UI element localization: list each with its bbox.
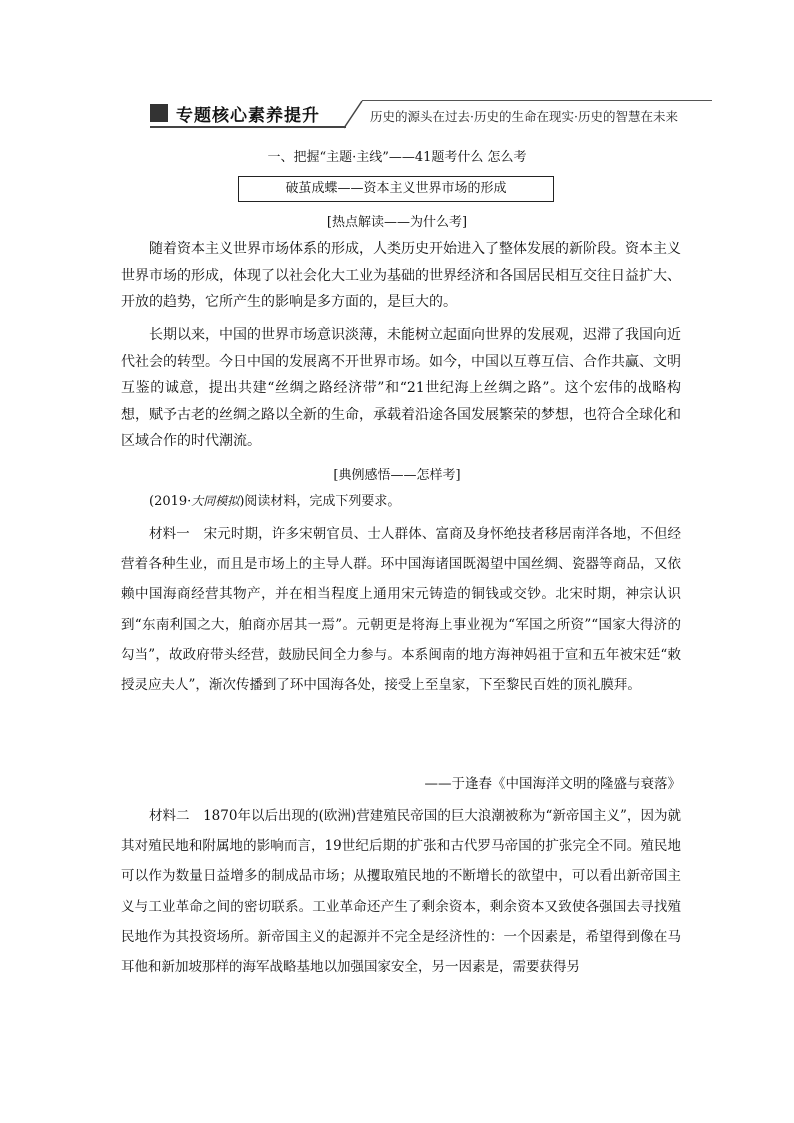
example-heading: [典例感悟——怎样考] <box>333 468 461 483</box>
intro-handwritten-place: 大同模拟 <box>191 494 240 508</box>
material-2-text: 材料二 1870年以后出现的(欧洲)营建殖民帝国的巨大浪潮被称为“新帝国主义”，因为就其对殖民地和附属地的影响而言，19世纪后期的扩张和古代罗马帝国的扩张完全不同。殖民地可以作为数量日益增多的制成品市场；从攫取殖民地的不断增长的欲望中，可以看出新帝国主义与工业革命之间的密切联系。工业革命还产生了剩余资本，剩余资本又致使各强国去寻找殖民地作为其投资场所。新帝国主义的起源并不完全是经济性的：一个因素是，希望得到像在马耳他和新加坡那样的海军战略基地以加强国家安全，另一因素是，需要获得另 <box>121 808 681 976</box>
banner-motto: 历史的源头在过去·历史的生命在现实·历史的智慧在未来 <box>370 109 678 124</box>
section-heading: 一、把握“主题·主线”——41题考什么 怎么考 <box>267 150 527 165</box>
paragraph-2: 长期以来，中国的世界市场意识淡薄，未能树立起面向世界的发展观，迟滞了我国向近代社会的转型。今日中国的发展离不开世界市场。如今，中国以互尊互信、合作共赢、文明互鉴的诚意，提出共建“丝绸之路经济带”和“21世纪海上丝绸之路”。这个宏伟的战略构想，赋予古老的丝绸之路以全新的生命，承载着沿途各国发展繁荣的梦想，也符合全球化和区域合作的时代潮流。 <box>121 327 681 449</box>
intro-instruction: )阅读材料，完成下列要求。 <box>239 494 401 509</box>
hotspot-heading: [热点解读——为什么考] <box>326 215 468 230</box>
paragraph-1: 随着资本主义世界市场体系的形成，人类历史开始进入了整体发展的新阶段。资本主义世界市场的形成，体现了以社会化大工业为基础的世界经济和各国居民相互交往日益扩大、开放的趋势，它所产生的影响是多方面的，是巨大的。 <box>121 241 681 310</box>
material-1-text: 材料一 宋元时期，许多宋朝官员、士人群体、富商及身怀绝技者移居南洋各地，不但经营着各种生业，而且是市场上的主导人群。环中国海诸国既渴望中国丝绸、瓷器等商品，又依赖中国海商经营其物产，并在相当程度上通用宋元铸造的铜钱或交钞。北宋时期，神宗认识到“东南利国之大，舶商亦居其一焉”。元朝更是将海上事业视为“军国之所资”“国家大得济的勾当”，故政府带头经营，鼓励民间全力参与。本系闽南的地方海神妈祖于宣和五年被宋廷“敕授灵应夫人”，渐次传播到了环中国海各处，接受上至皇家，下至黎民百姓的顶礼膜拜。 <box>121 526 681 694</box>
banner-slash-divider <box>342 100 364 130</box>
banner-title: 专题核心素养提升 <box>176 106 320 126</box>
material-1-source: ——于逢春《中国海洋文明的隆盛与衰落》 <box>424 776 681 792</box>
boxed-topic-title: 破茧成蝶——资本主义世界市场的形成 <box>238 176 554 202</box>
banner-top-rule <box>362 100 712 101</box>
intro-year: (2019· <box>149 494 192 509</box>
banner-underline <box>150 126 346 128</box>
section-banner <box>150 100 712 130</box>
banner-square-icon <box>150 104 168 122</box>
question-intro <box>149 490 400 509</box>
